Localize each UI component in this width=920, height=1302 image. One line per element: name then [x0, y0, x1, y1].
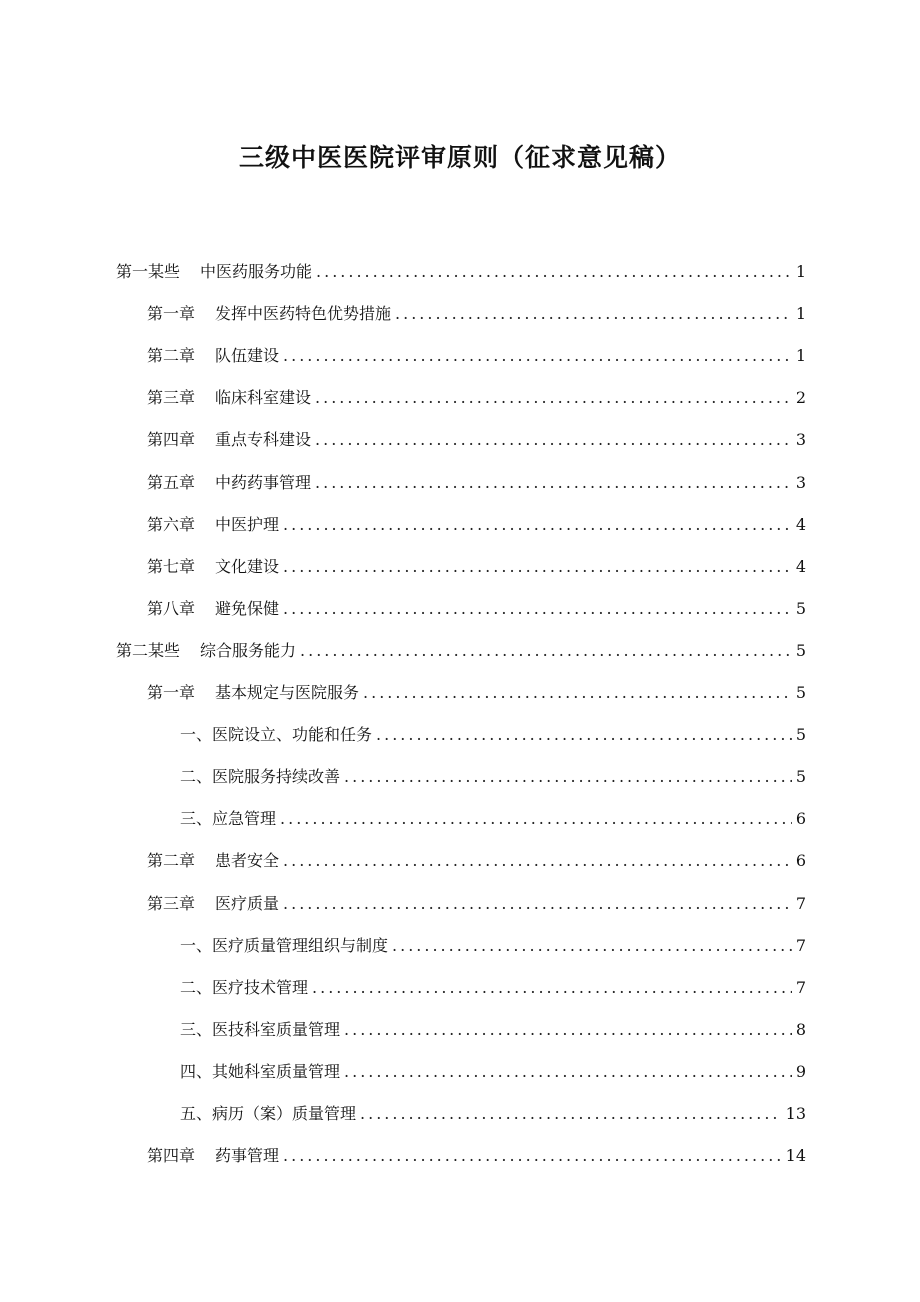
toc-entry[interactable] [147, 469, 806, 497]
toc-entry[interactable] [147, 384, 806, 412]
toc-entry-number: 第二章 [147, 851, 196, 870]
toc-entry-number: 一、 [180, 936, 213, 955]
toc-entry-title: 重点专科建设 [215, 430, 312, 449]
toc-entry-label [147, 469, 311, 497]
toc-entry-label [147, 1142, 279, 1170]
toc-leader-dots [315, 469, 792, 497]
page-title: 三级中医医院评审原则（征求意见稿） [238, 143, 681, 172]
toc-entry[interactable] [180, 1058, 806, 1086]
toc-entry-title: 综合服务能力 [200, 641, 297, 660]
toc-leader-dots [283, 1142, 782, 1170]
toc-entry-label [116, 258, 312, 286]
toc-entry-number: 五、 [180, 1104, 213, 1123]
toc-entry-label [180, 974, 308, 1002]
toc-entry-title: 避免保健 [215, 599, 280, 618]
toc-entry-number: 第七章 [147, 557, 196, 576]
toc-entry[interactable] [180, 763, 806, 791]
toc-leader-dots [300, 637, 792, 665]
toc-entry-title: 药事管理 [215, 1146, 280, 1165]
toc-entry-number: 第一章 [147, 304, 196, 323]
toc-entry[interactable] [147, 511, 806, 539]
toc-leader-dots [392, 932, 792, 960]
toc-entry-label [180, 763, 340, 791]
toc-entry-label [147, 595, 279, 623]
toc-entry-page: 5 [795, 683, 806, 702]
toc-entry-number: 第二某些 [116, 641, 181, 660]
toc-entry-label [147, 511, 279, 539]
toc-entry[interactable] [180, 932, 806, 960]
toc-entry-title: 中药药事管理 [215, 473, 312, 492]
toc-entry-page: 5 [795, 725, 806, 744]
toc-leader-dots [360, 1100, 782, 1128]
toc-entry-title: 其她科室质量管理 [212, 1062, 341, 1081]
toc-entry-title: 临床科室建设 [215, 388, 312, 407]
toc-entry-page: 8 [795, 1020, 806, 1039]
toc-entry[interactable] [147, 595, 806, 623]
toc-entry-title: 应急管理 [212, 809, 277, 828]
toc-leader-dots [283, 511, 792, 539]
toc-entry-number: 二、 [180, 767, 213, 786]
toc-entry-page: 6 [795, 809, 806, 828]
toc-entry[interactable] [180, 974, 806, 1002]
toc-entry-label [147, 342, 279, 370]
toc-entry-page: 7 [795, 978, 806, 997]
toc-entry-label [180, 1100, 356, 1128]
toc-entry[interactable] [147, 1142, 806, 1170]
toc-entry-number: 第二章 [147, 346, 196, 365]
toc-entry[interactable] [147, 342, 806, 370]
toc-entry[interactable] [147, 300, 806, 328]
toc-entry[interactable] [180, 1100, 806, 1128]
toc-entry-page: 14 [785, 1146, 806, 1165]
toc-entry-page: 5 [795, 767, 806, 786]
toc-entry-page: 5 [795, 641, 806, 660]
toc-leader-dots [344, 1016, 792, 1044]
toc-entry-page: 3 [795, 430, 806, 449]
toc-entry-label [147, 679, 359, 707]
toc-entry-title: 医疗技术管理 [212, 978, 309, 997]
toc-leader-dots [283, 595, 792, 623]
toc-entry-number: 四、 [180, 1062, 213, 1081]
toc-entry-number: 第三章 [147, 894, 196, 913]
toc-entry-number: 二、 [180, 978, 213, 997]
toc-leader-dots [363, 679, 792, 707]
toc-entry-number: 第四章 [147, 1146, 196, 1165]
toc-entry-page: 7 [795, 894, 806, 913]
toc-entry-page: 1 [795, 304, 806, 323]
toc-entry-label [147, 426, 311, 454]
toc-entry-label [180, 805, 276, 833]
toc-entry-page: 1 [795, 346, 806, 365]
toc-entry-title: 文化建设 [215, 557, 280, 576]
toc-entry-title: 队伍建设 [215, 346, 280, 365]
toc-entry-label [147, 553, 279, 581]
toc-entry[interactable] [147, 679, 806, 707]
toc-entry-number: 三、 [180, 809, 213, 828]
toc-entry-number: 第五章 [147, 473, 196, 492]
toc-entry-number: 第三章 [147, 388, 196, 407]
toc-entry-title: 医院服务持续改善 [212, 767, 341, 786]
toc-leader-dots [315, 426, 792, 454]
toc-entry[interactable] [180, 721, 806, 749]
toc-leader-dots [344, 1058, 792, 1086]
toc-entry[interactable] [147, 847, 806, 875]
toc-entry-page: 5 [795, 599, 806, 618]
toc-entry-number: 第八章 [147, 599, 196, 618]
toc-entry[interactable] [116, 637, 806, 665]
toc-entry[interactable] [147, 553, 806, 581]
toc-entry-title: 医技科室质量管理 [212, 1020, 341, 1039]
toc-entry-page: 4 [795, 557, 806, 576]
toc-entry-number: 第六章 [147, 515, 196, 534]
toc-entry[interactable] [147, 426, 806, 454]
toc-entry-label [147, 847, 279, 875]
toc-leader-dots [283, 847, 792, 875]
toc-entry-number: 一、 [180, 725, 213, 744]
toc-entry-number: 三、 [180, 1020, 213, 1039]
toc-entry-page: 2 [795, 388, 806, 407]
toc-entry-title: 医疗质量 [215, 894, 280, 913]
toc-entry-title: 医院设立、功能和任务 [212, 725, 373, 744]
toc-entry-label [147, 384, 311, 412]
toc-leader-dots [283, 890, 792, 918]
toc-entry-label [116, 637, 296, 665]
toc-entry-title: 基本规定与医院服务 [215, 683, 360, 702]
toc-leader-dots [395, 300, 792, 328]
toc-entry[interactable] [180, 1016, 806, 1044]
toc-entry-label [180, 721, 372, 749]
toc-entry-page: 7 [795, 936, 806, 955]
toc-entry-number: 第一章 [147, 683, 196, 702]
toc-entry-page: 6 [795, 851, 806, 870]
toc-entry-label [147, 300, 391, 328]
toc-leader-dots [283, 342, 792, 370]
toc-leader-dots [283, 553, 792, 581]
toc-entry-title: 发挥中医药特色优势措施 [215, 304, 392, 323]
toc-leader-dots [312, 974, 792, 1002]
toc-entry-number: 第一某些 [116, 262, 181, 281]
toc-leader-dots [316, 258, 792, 286]
toc-leader-dots [280, 805, 792, 833]
toc-entry-title: 中医护理 [215, 515, 280, 534]
toc-entry-title: 病历（案）质量管理 [212, 1104, 357, 1123]
toc-entry-label [180, 1058, 340, 1086]
toc-entry-page: 1 [795, 262, 806, 281]
toc-leader-dots [376, 721, 792, 749]
toc-entry-page: 4 [795, 515, 806, 534]
toc-entry-page: 9 [795, 1062, 806, 1081]
toc-entry-label [180, 1016, 340, 1044]
toc-entry-label [180, 932, 388, 960]
toc-entry[interactable] [180, 805, 806, 833]
toc-entry[interactable] [147, 890, 806, 918]
toc-leader-dots [344, 763, 792, 791]
toc-entry-page: 13 [785, 1104, 806, 1123]
toc-entry-label [147, 890, 279, 918]
toc-entry-title: 医疗质量管理组织与制度 [212, 936, 389, 955]
toc-entry-number: 第四章 [147, 430, 196, 449]
toc-leader-dots [315, 384, 792, 412]
toc-entry-title: 中医药服务功能 [200, 262, 313, 281]
toc-entry-title: 患者安全 [215, 851, 280, 870]
toc-entry-page: 3 [795, 473, 806, 492]
toc-entry[interactable] [116, 258, 806, 286]
